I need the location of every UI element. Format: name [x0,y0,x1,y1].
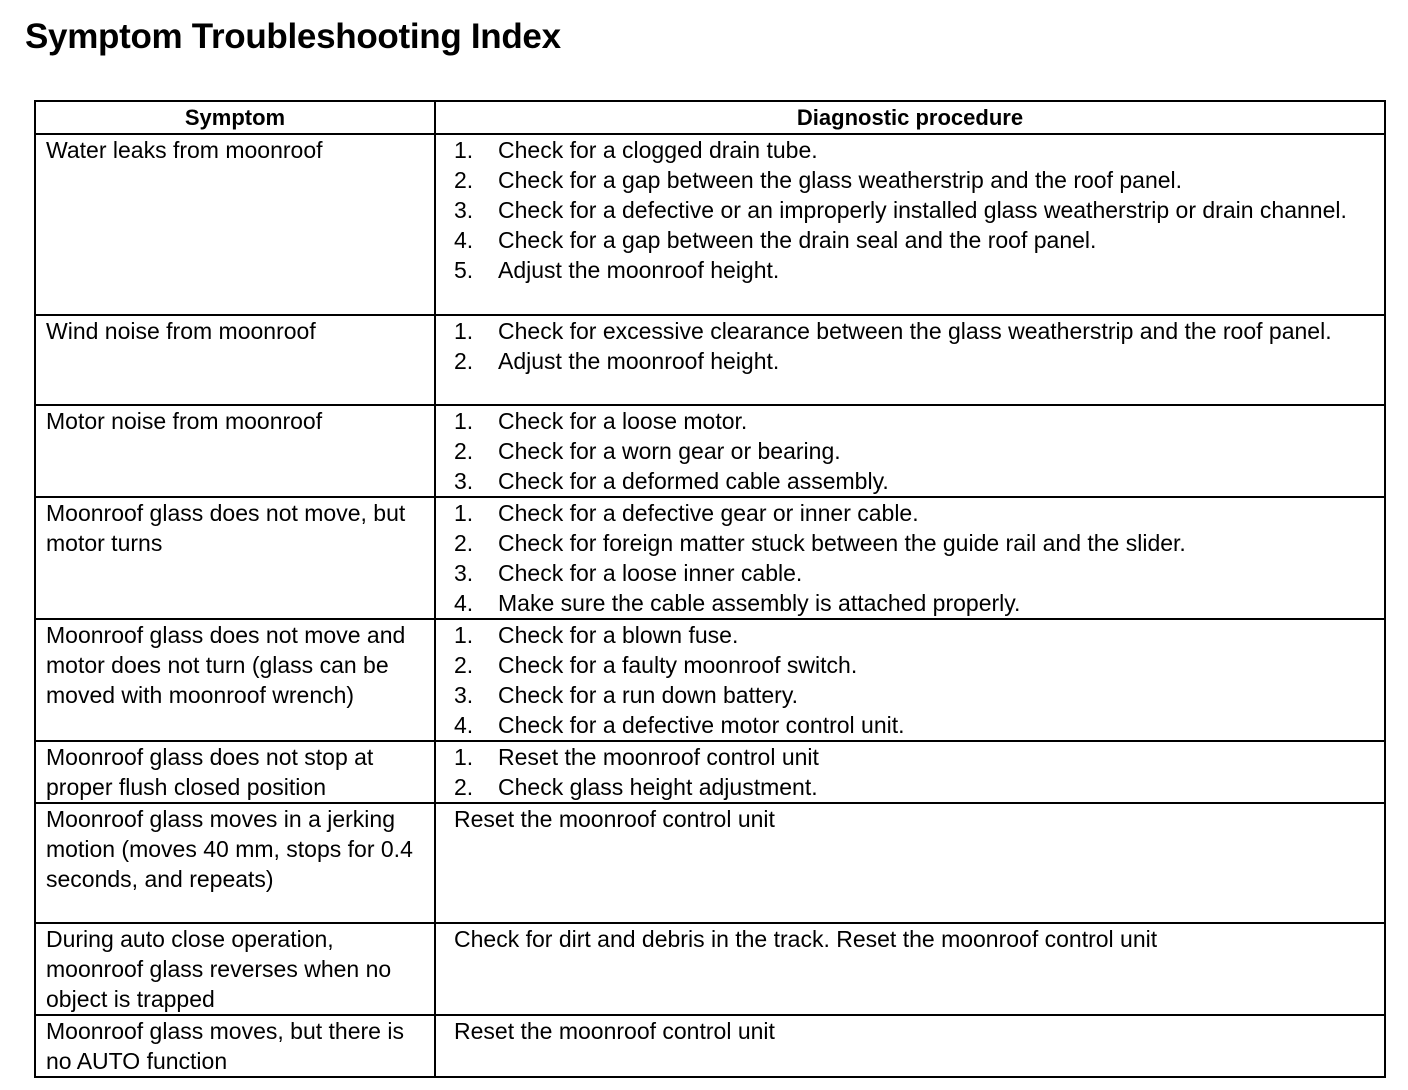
step-number: 3. [454,197,474,223]
table-body [35,134,1385,1077]
step-number: 1. [454,318,474,344]
procedure-text: Reset the moonroof control unit [454,1018,775,1044]
step-number: 1. [454,408,474,434]
diagnostic-column-header: Diagnostic procedure [435,101,1385,134]
page-title: Symptom Troubleshooting Index [25,17,561,56]
diagnostic-cell [435,315,1385,405]
step-text: Check for a worn gear or bearing. [498,438,841,464]
procedure-step [454,466,1374,496]
step-number: 3. [454,560,474,586]
procedure-steps-list [454,742,1374,802]
symptom-cell: Moonroof glass does not move, but motor turns [35,497,435,619]
troubleshooting-table [34,100,1386,1078]
procedure-step [454,558,1374,588]
procedure-steps-list [454,135,1374,285]
step-text: Check for a deformed cable assembly. [498,468,889,494]
step-text: Check for a gap between the drain seal and the roof panel. [498,227,1097,253]
step-text: Check for a faulty moonroof switch. [498,652,858,678]
step-text: Check for a defective motor control unit. [498,712,905,738]
step-number: 4. [454,227,474,253]
step-number: 5. [454,257,474,283]
procedure-step [454,620,1374,650]
symptom-cell: Moonroof glass moves in a jerking motion (moves 40 mm, stops for 0.4 seconds, and repeats) [35,803,435,923]
procedure-step [454,710,1374,740]
step-text: Check for a defective gear or inner cable. [498,500,919,526]
diagnostic-cell [435,405,1385,497]
procedure-step [454,650,1374,680]
table-header-row [35,101,1385,134]
step-text: Adjust the moonroof height. [498,348,780,374]
table-row [35,741,1385,803]
procedure-text: Check for dirt and debris in the track. Reset the moonroof control unit [454,926,1158,952]
table-row [35,497,1385,619]
symptom-cell: Moonroof glass does not move and motor does not turn (glass can be moved with moonroof wrench) [35,619,435,741]
procedure-step [454,498,1374,528]
diagnostic-cell [435,741,1385,803]
troubleshooting-table-wrapper [34,100,1384,1078]
step-text: Adjust the moonroof height. [498,257,780,283]
procedure-text: Reset the moonroof control unit [454,806,775,832]
procedure-step [454,406,1374,436]
procedure-step [454,255,1374,285]
step-text: Make sure the cable assembly is attached properly. [498,590,1021,616]
step-number: 1. [454,500,474,526]
procedure-steps-list [454,316,1374,376]
procedure-step [454,742,1374,772]
step-text: Check for a run down battery. [498,682,798,708]
step-number: 2. [454,652,474,678]
step-number: 4. [454,590,474,616]
diagnostic-cell [435,923,1385,1015]
step-text: Reset the moonroof control unit [498,744,819,770]
step-number: 2. [454,774,474,800]
step-text: Check for excessive clearance between the glass weatherstrip and the roof panel. [498,318,1332,344]
table-row [35,405,1385,497]
diagnostic-cell [435,134,1385,315]
step-number: 1. [454,137,474,163]
symptom-cell: Motor noise from moonroof [35,405,435,497]
procedure-steps-list [454,498,1374,618]
table-row [35,803,1385,923]
step-number: 4. [454,712,474,738]
step-number: 2. [454,348,474,374]
symptom-cell: Moonroof glass does not stop at proper flush closed position [35,741,435,803]
step-text: Check for a defective or an improperly installed glass weatherstrip or drain channel. [498,197,1347,223]
diagnostic-cell [435,497,1385,619]
step-text: Check for a gap between the glass weatherstrip and the roof panel. [498,167,1183,193]
table-row [35,134,1385,315]
procedure-step [454,165,1374,195]
diagnostic-cell [435,803,1385,923]
table-row [35,315,1385,405]
step-number: 3. [454,682,474,708]
procedure-steps-list [454,620,1374,740]
procedure-step [454,135,1374,165]
step-text: Check for a loose inner cable. [498,560,803,586]
procedure-step [454,346,1374,376]
procedure-step [454,772,1374,802]
table-row [35,1015,1385,1077]
diagnostic-cell [435,1015,1385,1077]
step-text: Check for a loose motor. [498,408,748,434]
diagnostic-cell [435,619,1385,741]
procedure-step [454,225,1374,255]
step-number: 1. [454,744,474,770]
symptom-cell: Moonroof glass moves, but there is no AUTO function [35,1015,435,1077]
step-number: 2. [454,530,474,556]
procedure-step [454,195,1374,225]
table-row [35,619,1385,741]
table-row [35,923,1385,1015]
step-number: 2. [454,167,474,193]
symptom-column-header: Symptom [35,101,435,134]
symptom-cell: Wind noise from moonroof [35,315,435,405]
step-number: 3. [454,468,474,494]
symptom-cell: Water leaks from moonroof [35,134,435,315]
step-number: 1. [454,622,474,648]
symptom-cell: During auto close operation, moonroof glass reverses when no object is trapped [35,923,435,1015]
step-text: Check for a blown fuse. [498,622,739,648]
step-text: Check glass height adjustment. [498,774,818,800]
step-number: 2. [454,438,474,464]
procedure-step [454,436,1374,466]
procedure-step [454,588,1374,618]
step-text: Check for a clogged drain tube. [498,137,818,163]
procedure-step [454,680,1374,710]
procedure-steps-list [454,406,1374,496]
procedure-step [454,528,1374,558]
step-text: Check for foreign matter stuck between the guide rail and the slider. [498,530,1186,556]
procedure-step [454,316,1374,346]
